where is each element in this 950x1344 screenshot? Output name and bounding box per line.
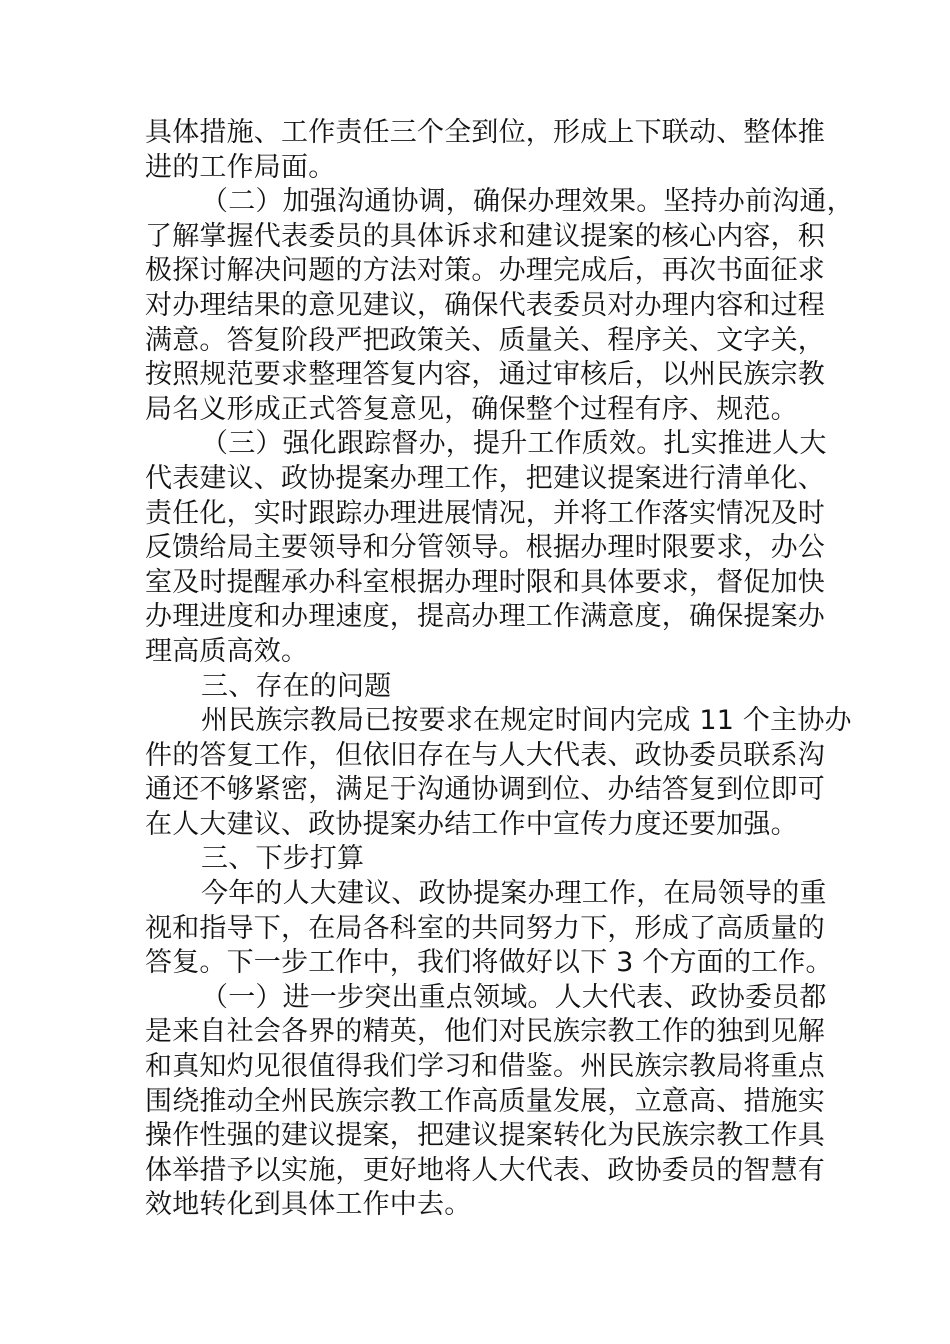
text-line: 进的工作局面。 — [145, 151, 336, 183]
text-line: 了解掌握代表委员的具体诉求和建议提案的核心内容，积 — [145, 220, 825, 252]
text-line: 件的答复工作，但依旧存在与人大代表、政协委员联系沟 — [145, 739, 825, 771]
document-body — [145, 116, 854, 1223]
text-line: 责任化，实时跟踪办理进展情况，并将工作落实情况及时 — [145, 497, 825, 529]
text-line: 按照规范要求整理答复内容，通过审核后，以州民族宗教 — [145, 359, 825, 391]
text-line: 体举措予以实施，更好地将人大代表、政协委员的智慧有 — [145, 1154, 825, 1186]
text-line: 理高质高效。 — [145, 635, 309, 667]
text-line: （一）进一步突出重点领域。人大代表、政协委员都 — [201, 981, 827, 1013]
text-line: 效地转化到具体工作中去。 — [145, 1189, 472, 1221]
text-line: （三）强化跟踪督办，提升工作质效。扎实推进人大 — [201, 428, 827, 460]
text-line: 州民族宗教局已按要求在规定时间内完成 11 个主协办 — [201, 705, 852, 737]
text-line: 围绕推动全州民族宗教工作高质量发展，立意高、措施实 — [145, 1085, 825, 1117]
text-line: （二）加强沟通协调，确保办理效果。坚持办前沟通， — [201, 186, 854, 218]
text-line: 是来自社会各界的精英，他们对民族宗教工作的独到见解 — [145, 1016, 825, 1048]
text-line: 极探讨解决问题的方法对策。办理完成后，再次书面征求 — [145, 255, 825, 287]
text-line: 三、存在的问题 — [201, 670, 392, 702]
text-line: 答复。下一步工作中，我们将做好以下 3 个方面的工作。 — [145, 947, 833, 979]
text-line: 代表建议、政协提案办理工作，把建议提案进行清单化、 — [145, 462, 825, 494]
text-line: 通还不够紧密，满足于沟通协调到位、办结答复到位即可 — [145, 774, 825, 806]
text-line: 在人大建议、政协提案办结工作中宣传力度还要加强。 — [145, 808, 798, 840]
text-line: 操作性强的建议提案，把建议提案转化为民族宗教工作具 — [145, 1120, 825, 1152]
text-line: 局名义形成正式答复意见，确保整个过程有序、规范。 — [145, 393, 798, 425]
text-line: 办理进度和办理速度，提高办理工作满意度，确保提案办 — [145, 601, 825, 633]
text-line: 满意。答复阶段严把政策关、质量关、程序关、文字关， — [145, 324, 825, 356]
text-line: 三、下步打算 — [201, 843, 365, 875]
text-line: 具体措施、工作责任三个全到位，形成上下联动、整体推 — [145, 117, 825, 148]
text-line: 室及时提醒承办科室根据办理时限和具体要求，督促加快 — [145, 566, 825, 598]
text-line: 今年的人大建议、政协提案办理工作，在局领导的重 — [201, 878, 827, 910]
text-line: 对办理结果的意见建议，确保代表委员对办理内容和过程 — [145, 289, 825, 321]
text-line: 视和指导下，在局各科室的共同努力下，形成了高质量的 — [145, 912, 825, 944]
text-line: 反馈给局主要领导和分管领导。根据办理时限要求，办公 — [145, 532, 825, 564]
text-line: 和真知灼见很值得我们学习和借鉴。州民族宗教局将重点 — [145, 1051, 825, 1083]
